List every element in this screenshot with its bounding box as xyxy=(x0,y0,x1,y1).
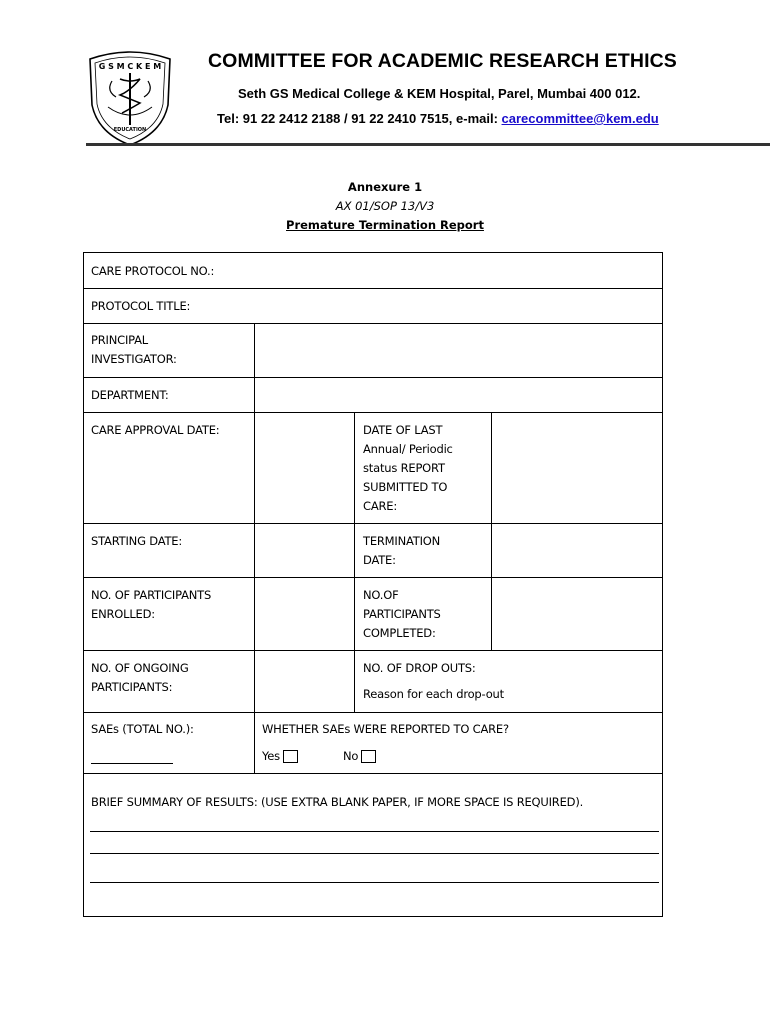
approval-date-field[interactable] xyxy=(255,412,354,523)
label-line: PARTICIPANTS: xyxy=(91,680,173,694)
summary-writing-line[interactable] xyxy=(90,853,659,854)
no-label: No xyxy=(343,749,359,763)
svg-text:EDUCATION: EDUCATION xyxy=(113,127,147,133)
email-link[interactable]: carecommittee@kem.edu xyxy=(501,111,659,126)
protocol-no-label: CARE PROTOCOL NO.: xyxy=(91,264,215,278)
termination-report-form xyxy=(83,252,663,917)
label-line: NO. OF PARTICIPANTS xyxy=(91,588,212,602)
label-line: SUBMITTED TO xyxy=(363,480,448,494)
yes-label: Yes xyxy=(262,749,280,763)
summary-writing-line[interactable] xyxy=(90,831,659,832)
document-code: AX 01/SOP 13/V3 xyxy=(335,199,435,213)
no-option xyxy=(343,747,376,766)
last-report-date-field[interactable] xyxy=(492,412,663,523)
column-divider xyxy=(254,712,255,773)
contact-line xyxy=(217,111,659,126)
starting-date-label: STARTING DATE: xyxy=(91,534,183,548)
label-line: PARTICIPANTS xyxy=(363,607,441,621)
termination-date-field[interactable] xyxy=(492,523,663,577)
row-divider xyxy=(84,650,662,651)
row-divider xyxy=(84,288,662,289)
ongoing-participants-label xyxy=(91,659,189,697)
pi-label-line: INVESTIGATOR: xyxy=(91,352,177,366)
label-line: DATE: xyxy=(363,553,396,567)
report-title: Premature Termination Report xyxy=(286,218,484,232)
drop-out-reason-label: Reason for each drop-out xyxy=(363,687,504,701)
committee-title: COMMITTEE FOR ACADEMIC RESEARCH ETHICS xyxy=(208,50,677,72)
svg-text:G S M C K E M: G S M C K E M xyxy=(98,62,162,71)
column-divider xyxy=(354,412,355,712)
participants-completed-label xyxy=(363,586,441,643)
label-line: DATE OF LAST xyxy=(363,423,443,437)
label-line: CARE: xyxy=(363,499,398,513)
summary-writing-line[interactable] xyxy=(90,882,659,883)
yes-option xyxy=(262,747,298,766)
approval-date-label: CARE APPROVAL DATE: xyxy=(91,423,220,437)
principal-investigator-field[interactable] xyxy=(255,323,663,377)
row-divider xyxy=(84,712,662,713)
institution-address: Seth GS Medical College & KEM Hospital, Parel, Mumbai 400 012. xyxy=(238,86,641,101)
department-label: DEPARTMENT: xyxy=(91,388,169,402)
last-report-date-label xyxy=(363,421,453,516)
participants-enrolled-field[interactable] xyxy=(255,577,354,650)
label-line: Annual/ Periodic xyxy=(363,442,453,456)
row-divider xyxy=(84,773,662,774)
pi-label-line: PRINCIPAL xyxy=(91,333,149,347)
label-line: TERMINATION xyxy=(363,534,441,548)
yes-checkbox[interactable] xyxy=(283,750,298,763)
label-line: status REPORT xyxy=(363,461,445,475)
saes-total-label: SAEs (TOTAL NO.): xyxy=(91,722,194,736)
saes-reported-question: WHETHER SAEs WERE REPORTED TO CARE? xyxy=(262,722,509,736)
header-rule xyxy=(86,143,770,146)
label-line: NO.OF xyxy=(363,588,399,602)
telephone-text: Tel: 91 22 2412 2188 / 91 22 2410 7515, e-mail: xyxy=(217,111,502,126)
protocol-title-label: PROTOCOL TITLE: xyxy=(91,299,191,313)
department-field[interactable] xyxy=(255,377,663,412)
ongoing-participants-field[interactable] xyxy=(255,650,354,712)
label-line: ENROLLED: xyxy=(91,607,155,621)
annexure-label: Annexure 1 xyxy=(347,180,423,194)
participants-completed-field[interactable] xyxy=(492,577,663,650)
principal-investigator-label xyxy=(91,331,177,369)
no-checkbox[interactable] xyxy=(361,750,376,763)
institution-logo xyxy=(82,47,178,147)
termination-date-label xyxy=(363,532,440,570)
starting-date-field[interactable] xyxy=(255,523,354,577)
participants-enrolled-label xyxy=(91,586,211,624)
summary-label: BRIEF SUMMARY OF RESULTS: (USE EXTRA BLANK PAPER, IF MORE SPACE IS REQUIRED). xyxy=(91,795,584,809)
label-line: COMPLETED: xyxy=(363,626,436,640)
label-line: NO. OF ONGOING xyxy=(91,661,189,675)
saes-total-blank[interactable] xyxy=(91,763,173,764)
drop-outs-label: NO. OF DROP OUTS: xyxy=(363,661,476,675)
